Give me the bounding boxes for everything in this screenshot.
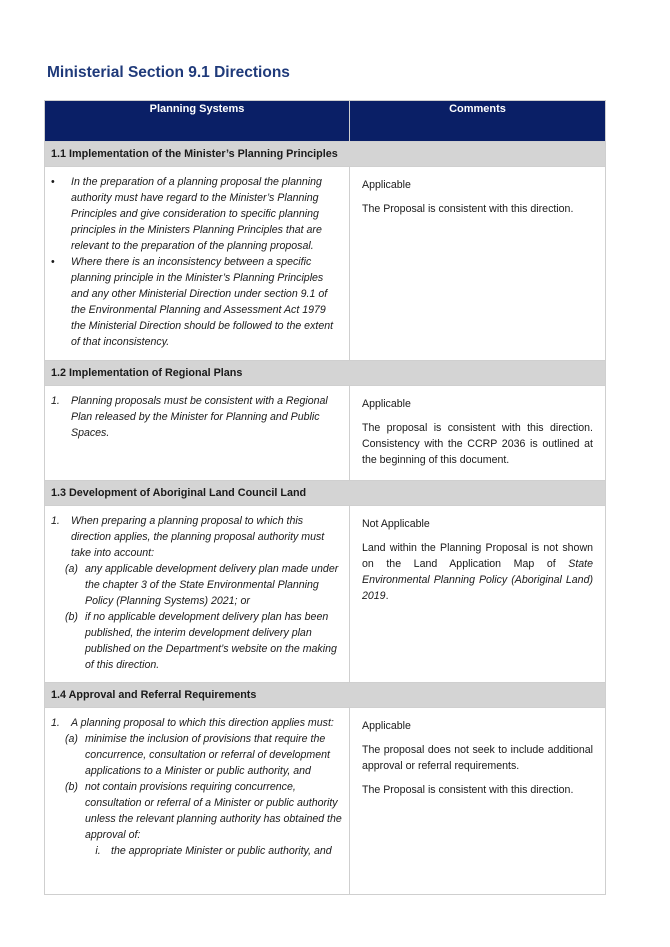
sub-item-text: minimise the inclusion of provisions that require the concurrence, consultation or referral of development applications to a Minister or public authority, and — [85, 733, 330, 777]
section-heading-row — [45, 683, 606, 708]
sub-sub-item-text: the appropriate Minister or public authority, and — [111, 845, 332, 857]
page-title: Ministerial Section 9.1 Directions — [47, 64, 290, 81]
sub-item — [45, 609, 343, 673]
sub-sub-item-marker: i. — [95, 845, 101, 857]
comment-text: The proposal does not seek to include additional approval or referral requirements. — [362, 744, 593, 772]
direction-text — [45, 708, 350, 895]
sub-item-marker: (a) — [65, 733, 78, 745]
comment-text: The proposal is consistent with this direction. Consistency with the CCRP 2036 is outlined at the beginning of this document. — [362, 422, 593, 466]
sub-item-text: not contain provisions requiring concurrence, consultation or referral of a Minister or public authority unless the relevant planning authority has obtained the approval of: — [85, 781, 342, 841]
section-row — [45, 386, 606, 481]
sub-item-marker: (a) — [65, 563, 78, 575]
column-header-comments: Comments — [350, 101, 606, 142]
comment-cell — [350, 386, 606, 481]
sub-item-text: if no applicable development delivery plan has been published, the interim development delivery plan published on the Department’s website on the making of this direction. — [85, 611, 337, 671]
comment-cell — [350, 708, 606, 895]
column-header-planning-systems: Planning Systems — [45, 101, 350, 142]
sub-item — [45, 779, 343, 843]
sub-sub-item — [45, 843, 343, 859]
bullet-marker: • — [51, 176, 55, 188]
section-heading: 1.2 Implementation of Regional Plans — [45, 361, 606, 386]
directions-table — [44, 100, 606, 895]
comment-text: The Proposal is consistent with this direction. — [362, 784, 574, 796]
bullet-item — [45, 254, 343, 350]
item-number: 1. — [51, 395, 60, 407]
item-text: When preparing a planning proposal to which this direction applies, the planning proposal authority must take into account: — [71, 515, 325, 559]
comment-text: The Proposal is consistent with this direction. — [362, 203, 574, 215]
sub-item-text: any applicable development delivery plan made under the chapter 3 of the State Environmental Planning Policy (Planning Systems) 2021; or — [85, 563, 339, 607]
status-label: Applicable — [362, 720, 411, 732]
sub-item-marker: (b) — [65, 781, 78, 793]
direction-text — [45, 167, 350, 361]
section-heading-row — [45, 142, 606, 167]
bullet-text: Where there is an inconsistency between a specific planning principle in the Minister’s Planning Principles and any other Ministerial Direction under section 9.1 of the Environmental Planning and Assessment Act 1979 the Ministerial Direction should be followed to the extent of that inconsistency. — [71, 256, 334, 348]
item-text: A planning proposal to which this direction applies must: — [71, 717, 334, 729]
status-label: Not Applicable — [362, 518, 430, 530]
table-header-row — [45, 101, 606, 142]
numbered-item — [45, 393, 343, 441]
section-heading-row — [45, 361, 606, 386]
comment-cell — [350, 167, 606, 361]
sub-item — [45, 561, 343, 609]
item-number: 1. — [51, 717, 60, 729]
item-text: Planning proposals must be consistent with a Regional Plan released by the Minister for Planning and Public Spaces. — [71, 395, 328, 439]
bullet-marker: • — [51, 256, 55, 268]
sub-item-marker: (b) — [65, 611, 78, 623]
comment-cell — [350, 506, 606, 683]
bullet-text: In the preparation of a planning proposal the planning authority must have regard to the Minister’s Planning Principles and give consideration to specific planning principles in the Ministers Planning Principles that are relevant to the preparation of the planning proposal. — [71, 176, 322, 252]
numbered-item — [45, 513, 343, 561]
status-label: Applicable — [362, 179, 411, 191]
section-heading: 1.1 Implementation of the Minister’s Planning Principles — [45, 142, 606, 167]
comment-text — [362, 540, 593, 604]
section-heading: 1.3 Development of Aboriginal Land Council Land — [45, 481, 606, 506]
section-row — [45, 506, 606, 683]
section-row — [45, 167, 606, 361]
comment-text-end: . — [385, 590, 389, 602]
sub-item — [45, 731, 343, 779]
status-label: Applicable — [362, 398, 411, 410]
direction-text — [45, 506, 350, 683]
direction-text — [45, 386, 350, 481]
comment-text-plain: Land within the Planning Proposal is not shown on the Land Application Map of — [362, 542, 593, 570]
comment-text-italic: State Environmental Planning Policy (Aboriginal Land) 2019 — [362, 558, 593, 602]
bullet-item — [45, 174, 343, 254]
section-heading: 1.4 Approval and Referral Requirements — [45, 683, 606, 708]
item-number: 1. — [51, 515, 60, 527]
section-heading-row — [45, 481, 606, 506]
section-row — [45, 708, 606, 895]
numbered-item — [45, 715, 343, 731]
